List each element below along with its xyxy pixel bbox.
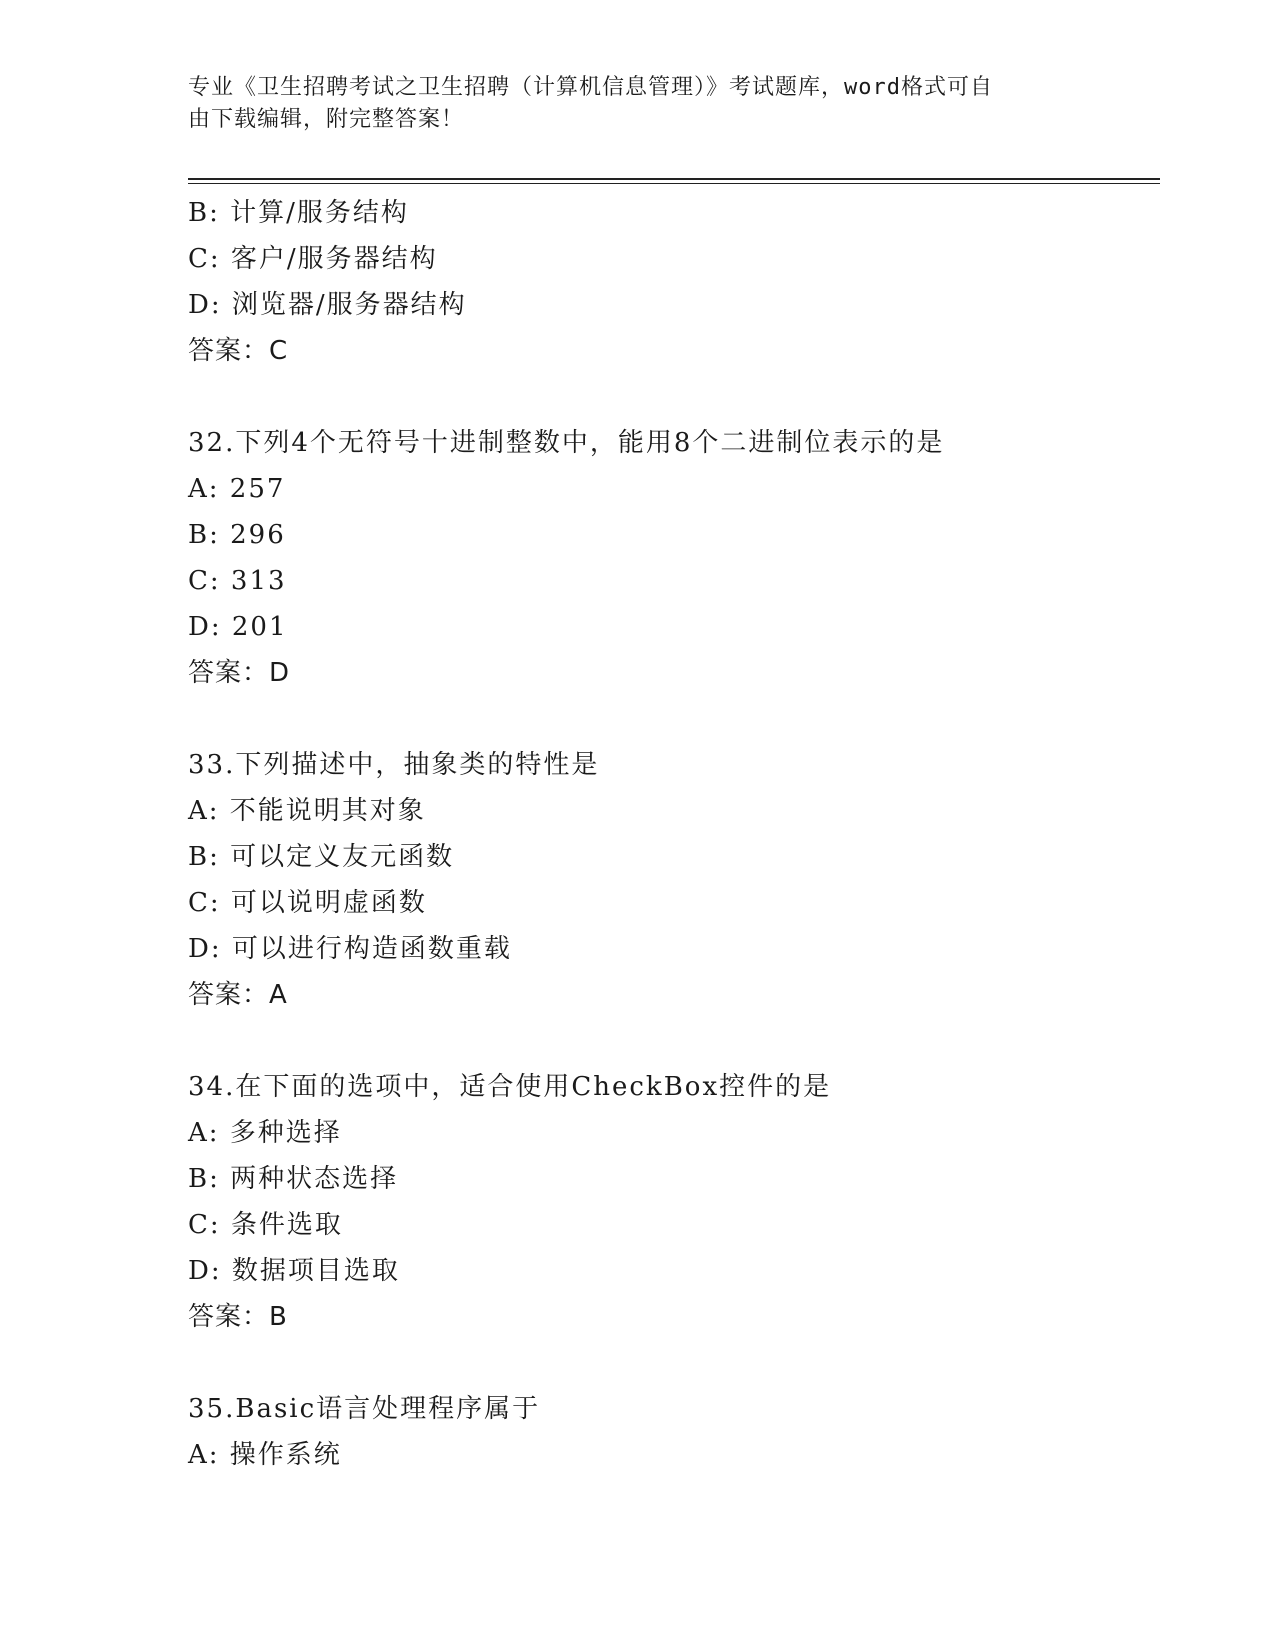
question-text: 33.下列描述中，抽象类的特性是 <box>188 750 600 780</box>
question-33-block <box>188 742 1148 1018</box>
question-31-block <box>188 190 1148 374</box>
option-d: D: 201 <box>188 612 288 642</box>
option-d: D: 可以进行构造函数重载 <box>188 934 512 964</box>
question-text: 34.在下面的选项中，适合使用CheckBox控件的是 <box>188 1072 832 1102</box>
option-b: B: 两种状态选择 <box>188 1164 399 1194</box>
spacer <box>188 1018 1148 1064</box>
option-c: C: 条件选取 <box>188 1210 343 1240</box>
question-32-block <box>188 420 1148 696</box>
option-c: C: 客户/服务器结构 <box>188 244 438 274</box>
answer: 答案：B <box>188 1302 288 1332</box>
question-35-block <box>188 1386 1148 1478</box>
question-text: 32.下列4个无符号十进制整数中，能用8个二进制位表示的是 <box>188 428 945 458</box>
question-list <box>188 190 1148 1478</box>
spacer <box>188 696 1148 742</box>
spacer <box>188 374 1148 420</box>
option-b: B: 296 <box>188 520 286 550</box>
header-divider-thick <box>188 178 1160 180</box>
document-header <box>188 72 1088 136</box>
option-a: A: 257 <box>188 474 286 504</box>
answer: 答案：D <box>188 658 291 688</box>
header-divider-thin <box>188 183 1160 184</box>
option-a: A: 操作系统 <box>188 1440 342 1470</box>
option-a: A: 多种选择 <box>188 1118 342 1148</box>
option-b: B: 可以定义友元函数 <box>188 842 455 872</box>
option-d: D: 浏览器/服务器结构 <box>188 290 467 320</box>
header-line-2: 由下载编辑，附完整答案！ <box>188 107 465 132</box>
option-c: C: 313 <box>188 566 287 596</box>
option-c: C: 可以说明虚函数 <box>188 888 427 918</box>
spacer <box>188 1340 1148 1386</box>
question-text: 35.Basic语言处理程序属于 <box>188 1394 541 1424</box>
answer: 答案：A <box>188 980 288 1010</box>
option-a: A: 不能说明其对象 <box>188 796 426 826</box>
question-34-block <box>188 1064 1148 1340</box>
answer: 答案：C <box>188 336 289 366</box>
option-b: B: 计算/服务结构 <box>188 198 409 228</box>
option-d: D: 数据项目选取 <box>188 1256 400 1286</box>
header-line-1: 专业《卫生招聘考试之卫生招聘（计算机信息管理）》考试题库，word格式可自 <box>188 75 993 100</box>
